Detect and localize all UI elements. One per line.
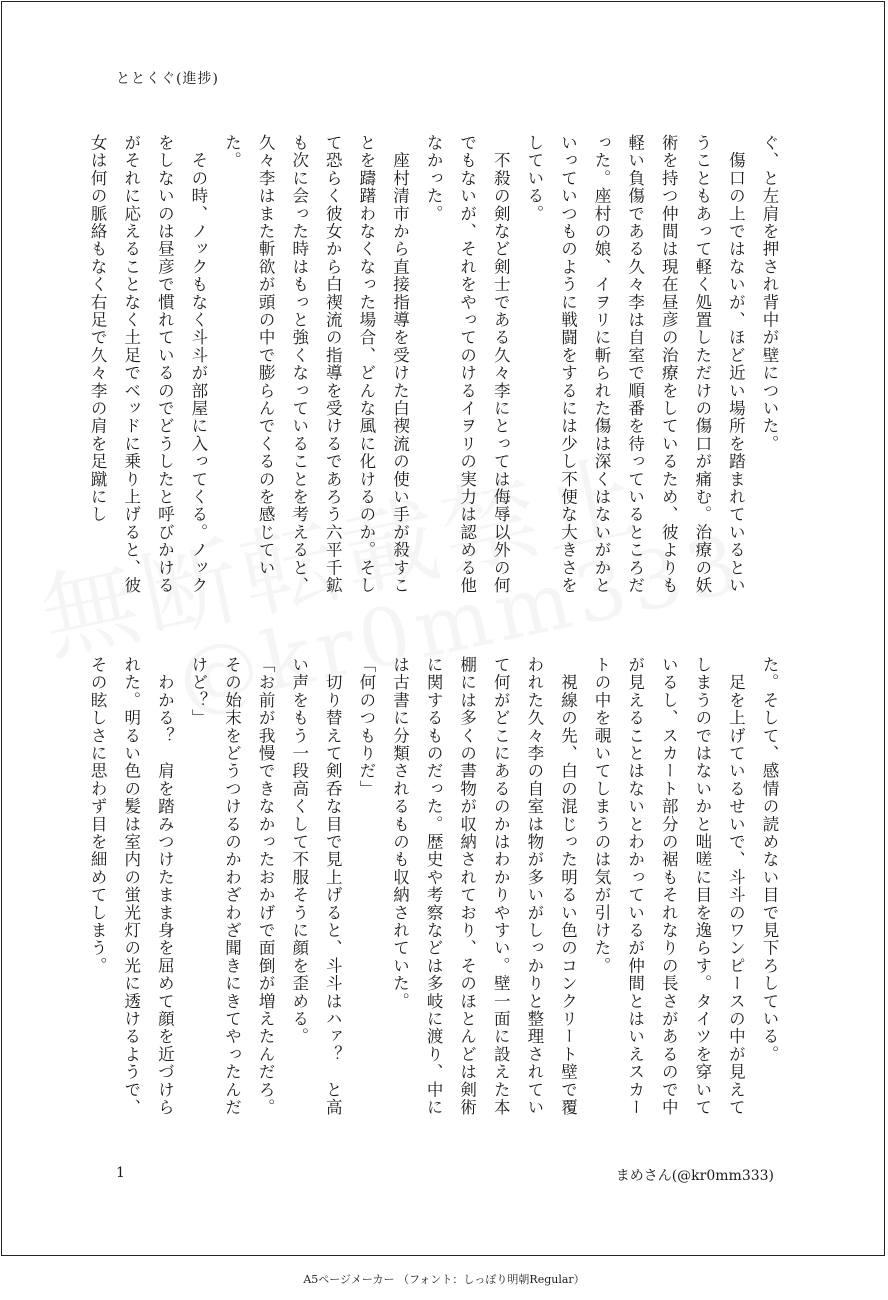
paragraph: 視線の先、白の混じった明るい色のコンクリート壁で覆われた久々李の自室は物が多いがしっかりと整理されていて何がどこにあるのかはわかりやすい。壁一面に設えた本棚には多くの書物が収納されており、そのほとんどは剣術に関するものだった。歴史や考察などは多岐に渡り、中には古書に分類されるものも収納されていた。	[390, 656, 578, 1117]
paragraph: 座村清市から直接指導を受けた白禊流の使い手が殺すことを躊躇わなくなった場合、どんな風に化けるのか。そして恐らく彼女から白禊流の指導を受けるであろう六平千鉱も次に会った時はもっと強くなっていることを考えると、久々李はまた斬欲が頭の中で膨らんでくるのを感じていた。	[222, 134, 410, 595]
generator-caption: A5ページメーカー （フォント：しっぽり明朝Regular）	[303, 1273, 585, 1286]
page-title: ととくぐ(進捗)	[116, 71, 219, 87]
paragraph: 足を上げているせいで、斗斗のワンピースの中が見えてしまうのではないかと咄嗟に目を逸らす。タイツを穿いているし、スカート部分の裾もそれなりの長さがあるので中が見えることはないとわかっているが仲間とはいえスカートの中を覗いてしまうのは気が引けた。	[592, 656, 746, 1117]
paragraph: 切り替えて剣呑な目で見上げると、斗斗はハァ？ と高い声をもう一段高くして不服そうに顔を歪める。	[289, 656, 343, 1117]
paragraph: 傷口の上ではないが、ほど近い場所を踏まれているということもあって軽く処置しただけの傷口が痛む。治療の妖術を持つ仲間は現在昼彦の治療をしているため、彼よりも軽い負傷である久々李は自室で順番を待っているところだった。座村の娘、イヲリに斬られた傷は深くはないがかといっていつものように戦闘をするには少し不便な大きさをしている。	[524, 134, 746, 595]
paragraph: た。そして、感情の読めない目で見下ろしている。	[760, 656, 779, 1064]
paragraph: わかる？ 肩を踏みつけたまま身を屈めて顔を近づけられた。明るい色の髪は室内の蛍光灯の光に透けるようで、その眩しさに思わず目を細めてしまう。	[88, 656, 175, 1117]
paragraph: 「お前が我慢できなかったおかげで面倒が増えたんだろ。その始末をどうつけるのかわざわざ聞きにきてやったんだけど？」	[188, 656, 276, 1117]
author-credit: まめさん(@kr0mm333)	[615, 1168, 774, 1184]
page-number: 1	[116, 1165, 125, 1181]
paragraph: ぐ、と左肩を押され背中が壁についた。	[760, 134, 779, 453]
manuscript-page	[1, 1, 885, 1256]
paragraph: 不殺の剣など剣士である久々李にとっては侮辱以外の何でもないが、それをやってのけるイヲリの実力は認める他なかった。	[424, 134, 511, 595]
text-block-top	[88, 134, 786, 604]
paragraph: その時、ノックもなく斗斗が部屋に入ってくる。ノックをしないのは昼彦で慣れているのでどうしたと呼びかけるがそれに応えることなく土足でベッドに乗り上げると、彼女は何の脈絡もなく右足で久々李の肩を足蹴にし	[88, 134, 208, 595]
paragraph: 「何のつもりだ」	[356, 656, 376, 798]
text-block-bottom	[88, 656, 786, 1126]
